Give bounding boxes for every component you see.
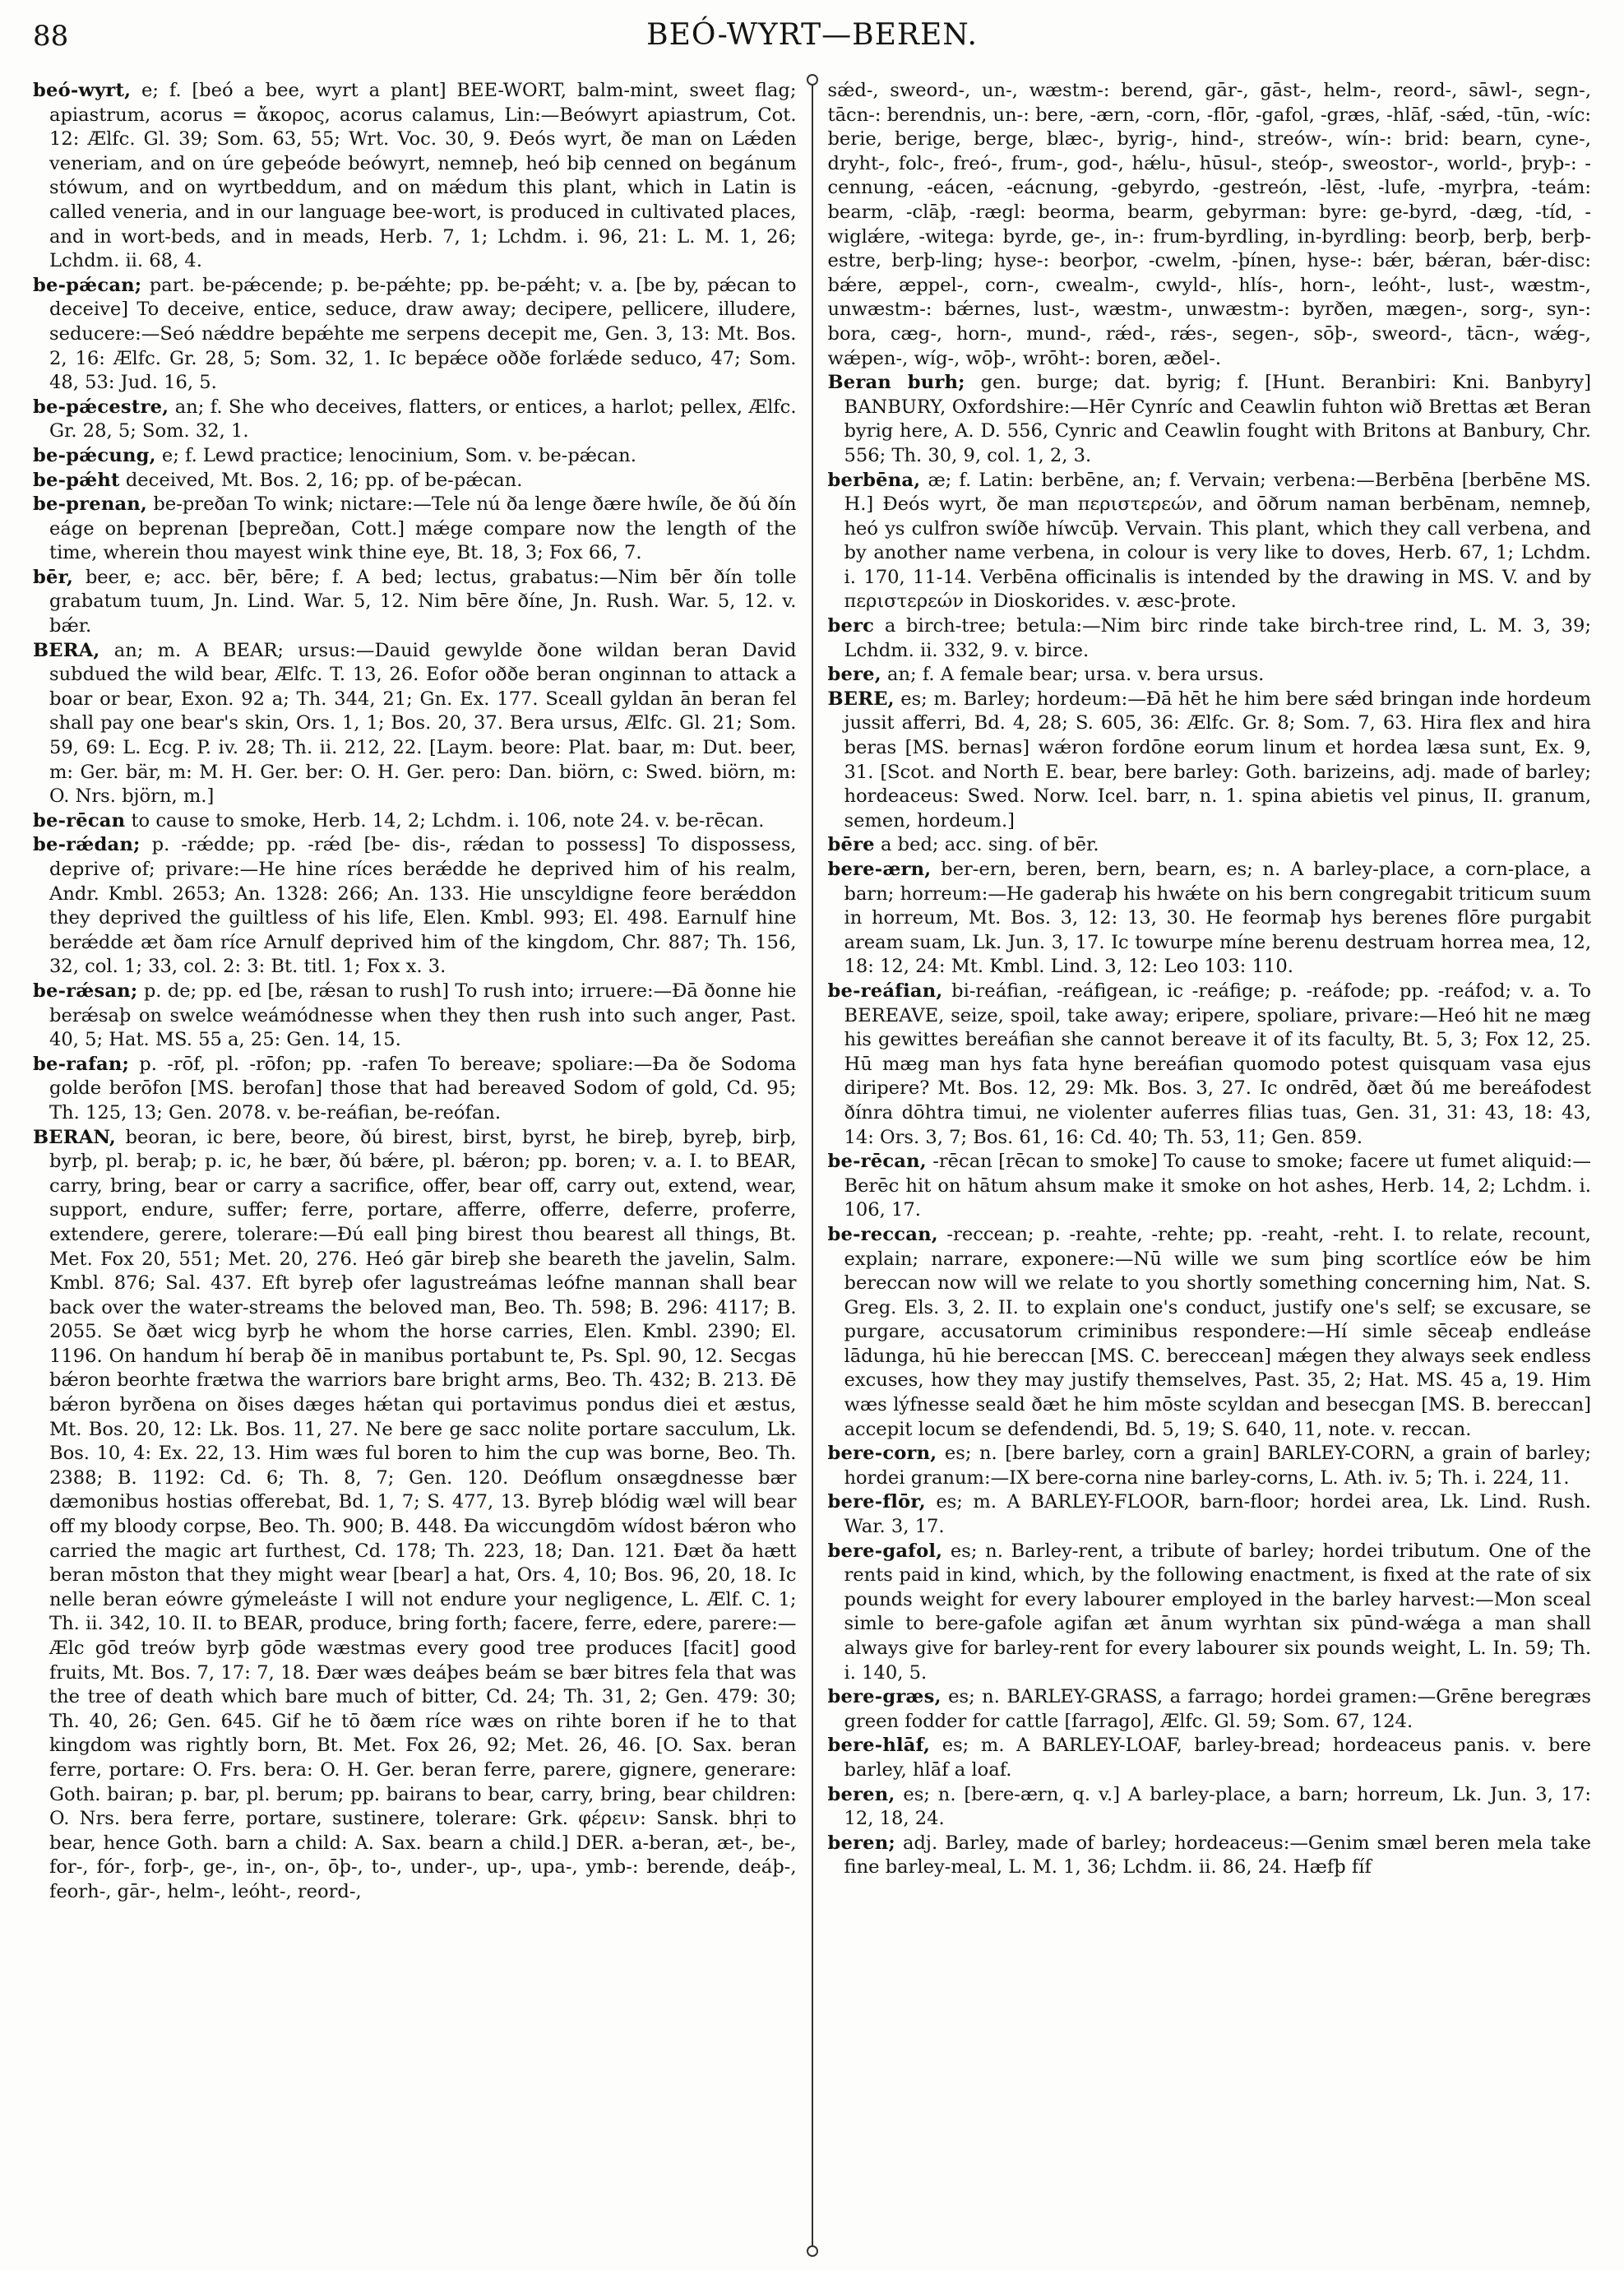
entry-body: an; f. She who deceives, flatters, or entices, a harlot; pellex, Ælfc. Gr. 28, 5; Som. 32, 1.	[49, 396, 797, 442]
two-column-body	[33, 79, 1591, 2252]
dictionary-entry	[828, 1685, 1592, 1734]
dictionary-entry	[33, 980, 797, 1053]
entry-body: part. be-pǽcende; p. be-pǽhte; pp. be-pǽht; v. a. [be by, pǽcan to deceive] To deceive, entice, seduce, draw away; decipere, pellicere, illudere, seducere:—Seó nǽddre bepǽhte me serpens decepit me, Gen. 3, 13: Mt. Bos. 2, 16: Ælfc. Gr. 28, 5; Som. 32, 1. Ic bepǽce oððe forlǽde seduco, 47; Som. 48, 53: Jud. 16, 5.	[49, 274, 797, 394]
dictionary-entry	[33, 1126, 797, 1905]
entry-body: gen. burge; dat. byrig; f. [Hunt. Beranbiri: Kni. Banbyry] BANBURY, Oxfordshire:—Hēr Cynríc and Ceawlin fuhton wið Brettas æt Beran byrig here, A. D. 556, Cynric and Ceawlin fought with Britons at Banbury, Chr. 556; Th. 30, 9, col. 1, 2, 3.	[844, 372, 1591, 466]
entry-headword: bere-hlāf,	[827, 1735, 931, 1757]
entry-headword: be-pǽht	[33, 469, 120, 491]
entry-body: p. de; pp. ed [be, rǽsan to rush] To rush into; irruere:—Ðā ðonne hie berǽsaþ on swelce weámódnesse when they then rush into such anger, Past. 40, 5; Hat. MS. 55 a, 25: Gen. 14, 15.	[49, 980, 797, 1051]
running-head-title: BEÓ-WYRT—BEREN.	[646, 18, 978, 52]
entry-body: es; n. [bere barley, corn a grain] BARLEY-CORN, a grain of barley; hordei granum:—IX bere-corna nine barley-corns, L. Ath. iv. 5; Th. i. 224, 11.	[844, 1443, 1591, 1489]
entry-headword: be-pǽcan;	[33, 274, 142, 296]
entry-headword: beó-wyrt,	[33, 80, 132, 101]
left-column	[33, 79, 807, 2252]
entry-body: p. -rǽdde; pp. -rǽd [be- dis-, rǽdan to possess] To dispossess, deprive of; privare:—He hine ríces berǽdde he deprived him of his realm, Andr. Kmbl. 2653; An. 1328: 266; An. 133. Hie unscyldigne feore berǽddon they deprived the guiltless of his life, Elen. Kmbl. 993; El. 498. Earnulf hine berǽdde æt ðam ríce Arnulf deprived him of the kingdom, Chr. 887; Th. 156, 32, col. 1; 33, col. 2: 3: Bt. titl. 1; Fox x. 3.	[49, 834, 797, 978]
entry-headword: bere-gafol,	[827, 1540, 943, 1562]
dictionary-entry	[828, 980, 1592, 1150]
entry-headword: Beran burh;	[827, 372, 965, 394]
entry-headword: be-reáfian,	[827, 980, 943, 1002]
entry-body: to cause to smoke, Herb. 14, 2; Lchdm. i. 106, note 24. v. be-rēcan.	[131, 809, 765, 832]
entry-body: a birch-tree; betula:—Nim birc rinde take birch-tree rind, L. M. 3, 39; Lchdm. ii. 332, 9. v. birce.	[844, 615, 1591, 661]
entry-body: an; m. A BEAR; ursus:—Dauid gewylde ðone wildan beran David subdued the wild bear, Ælfc. T. 13, 26. Eofor oððe beran onginnan to attack a boar or bear, Exon. 92 a; Th. 344, 21; Gn. Ex. 177. Sceall gyldan ān beran fel shall pay one bear's skin, Ors. 1, 1; Bos. 20, 37. Bera ursus, Ælfc. Gl. 21; Som. 59, 69: L. Ecg. P. iv. 28; Th. ii. 212, 22. [Laym. beore: Plat. baar, m: Dut. beer, m: Ger. bär, m: M. H. Ger. ber: O. H. Ger. pero: Dan. biörn, c: Swed. biörn, m: O. Nrs. björn, m.]	[49, 639, 797, 808]
entry-body: beer, e; acc. bēr, bēre; f. A bed; lectus, grabatus:—Nim bēr ðín tolle grabatum tuum, Jn. Lind. War. 5, 12. Nim bēre ðíne, Jn. Rush. War. 5, 12. v. bǽr.	[49, 566, 797, 637]
dictionary-entry	[828, 1442, 1592, 1490]
entry-body: beoran, ic bere, beore, ðú birest, birst, byrst, he bireþ, byreþ, birþ, byrþ, pl. beraþ; p. ic, he bær, ðú bǽre, pl. bǽron; pp. boren; v. a. I. to BEAR, carry, bring, bear or carry a sacrifice, offer, bear off, carry out, extend, wear, support, endure, suffer; ferre, portare, afferre, offerre, deferre, proferre, extendere, gerere, tolerare:—Ðú eall þing birest thou bearest all things, Bt. Met. Fox 20, 551; Met. 20, 276. Heó gār bireþ she beareth the javelin, Salm. Kmbl. 876; Sal. 437. Eft byreþ ofer lagustreámas leófne mannan shall bear back over the water-streams the beloved man, Beo. Th. 598; B. 296: 4117; B. 2055. Se ðæt wicg byrþ he whom the horse carries, Elen. Kmbl. 2390; El. 1196. On handum hí beraþ ðē in manibus portabunt te, Ps. Spl. 90, 12. Secgas bǽron beorhte frætwa the warriors bare bright arms, Beo. Th. 432; B. 213. Ðē bǽron byrðena on ðises dæges hǽtan qui portavimus pondus diei et æstus, Mt. Bos. 20, 12: Lk. Bos. 11, 27. Ne bere ge sacc nolite portare sacculum, Lk. Bos. 10, 4: Ex. 22, 13. Him wæs ful boren to him the cup was borne, Beo. Th. 2388; B. 1192: Cd. 6; Th. 8, 7; Gen. 120. Deóflum onsægdnesse bær dæmonibus hostias offerebat, Bd. 1, 7; S. 477, 13. Byreþ blódig wæl will bear off my bloody corpse, Beo. Th. 900; B. 448. Ða wiccungdōm wídost bǽron who carried the magic art furthest, Cd. 178; Th. 223, 18; Dan. 121. Ðæt ða hætt beran mōston that they might wear [bear] a hat, Ors. 4, 10; Bos. 96, 20, 18. Ic nelle beran eówre gýmeleáste I will not endure your negligence, L. Ælf. C. 1; Th. ii. 342, 10. II. to BEAR, produce, bring forth; facere, ferre, edere, parere:—Ælc gōd treów byrþ gōde wæstmas every good tree produces [facit] good fruits, Mt. Bos. 7, 17: 7, 18. Ðær wæs deáþes beám se bær bitres fela that was the tree of death which bare much of bitter, Cd. 24; Th. 31, 2; Gen. 479: 30; Th. 40, 26; Gen. 645. Gif he tō ðæm ríce wæs on rihte boren if he to that kingdom was rightly born, Bt. Met. Fox 26, 92; Met. 26, 46. [O. Sax. beran ferre, portare: O. Frs. bera: O. H. Ger. beran ferre, parere, gignere, generare: Goth. bairan; p. bar, pl. berum; pp. bairans to bear, carry, bring, bear children: O. Nrs. bera ferre, portare, sustinere, tolerare: Grk. φέρειν: Sansk. bhṛi to bear, hence Goth. barn a child: A. Sax. bearn a child.] DER. a-beran, æt-, be-, for-, fór-, forþ-, ge-, in-, on-, ōþ-, to-, under-, up-, upa-, ymb-: berende, deáþ-, feorh-, gār-, helm-, leóht-, reord-,	[49, 1126, 797, 1902]
dictionary-entry	[828, 688, 1592, 834]
entry-headword: be-rafan;	[33, 1053, 130, 1075]
dictionary-entry	[33, 274, 797, 396]
entry-headword: bēre	[827, 834, 875, 856]
dictionary-entry	[828, 79, 1592, 371]
entry-headword: bere-ærn,	[827, 859, 932, 880]
entry-body: es; n. Barley-rent, a tribute of barley; hordei tributum. One of the rents paid in kind, which, by the following enactment, is fixed at the rate of six pounds weight for every labourer employed in the barley harvest:—Mon sceal simle to bere-gafole agifan æt ānum wyrhtan six pūnd-wǽga a man shall always give for barley-rent for every labourer six pounds weight, L. In. 59; Th. i. 140, 5.	[844, 1540, 1591, 1684]
dictionary-entry	[33, 79, 797, 274]
entry-headword: be-rēcan,	[827, 1151, 927, 1173]
entry-headword: be-pǽcestre,	[33, 396, 169, 418]
entry-body: adj. Barley, made of barley; hordeaceus:—Genim smæl beren mela take fine barley-meal, L. M. 1, 36; Lchdm. ii. 86, 24. Hæfþ fíf	[844, 1832, 1591, 1879]
dictionary-entry	[828, 1223, 1592, 1442]
dictionary-entry	[828, 1734, 1592, 1782]
dictionary-entry	[33, 444, 797, 469]
dictionary-entry	[33, 1053, 797, 1126]
entry-body: -reccean; p. -reahte, -rehte; pp. -reaht, -reht. I. to relate, recount, explain; narrare, exponere:—Nū wille we sum þing scortlíce eów be him bereccan now will we relate to you shortly something concerning him, Nat. S. Greg. Els. 3, 2. II. to explain one's conduct, justify one's self; se excusare, se purgare, accusatorum criminibus respondere:—Hí simle sēceaþ endleáse lādunga, hū hie bereccan [MS. C. bereccean] mǽgen they always seek endless excuses, how they may justify themselves, Past. 35, 2; Hat. MS. 45 a, 19. Him wæs lýfnesse seald ðæt he him mōste scyldan and besecgan [MS. B. bereccan] accepit locum se defendendi, Bd. 5, 19; S. 640, 11, note. v. reccan.	[844, 1223, 1591, 1440]
entry-body: sǽd-, sweord-, un-, wæstm-: berend, gār-, gāst-, helm-, reord-, sāwl-, segn-, tācn-: berendnis, un-: bere, -ærn, -corn, -flōr, -gafol, -græs, -hlāf, -sǽd, -tūn, -wíc: berie, berige, berge, blæc-, byrig-, hind-, streów-, wín-: brid: bearn, cyne-, dryht-, folc-, freó-, frum-, god-, hǽlu-, hūsul-, steóp-, sweostor-, world-, þryþ-: -cennung, -eácen, -eácnung, -gebyrdo, -gestreón, -lēst, -lufe, -myrþra, -teám: bearm, -clāþ, -rægl: beorma, bearm, gebyrman: byre: ge-byrd, -dæg, -tíd, -wiglǽre, -witega: byrde, ge-, in-: frum-byrdling, in-byrdling: beorþ, berþ, berþ-estre, berþ-ling; hyse-: beorþor, -cwelm, -þínen, hyse-: bǽr, bǽran, bǽr-disc: bǽre, æppel-, corn-, cwealm-, cwyld-, hlís-, horn-, leóht-, lust-, wæstm-, unwæstm-: bǽrnes, lust-, wæstm-, unwæstm-: byrðen, mægen-, sorg-, syn-: bora, cæg-, horn-, mund-, rǽd-, rǽs-, segen-, sōþ-, sweord-, tācn-, wǽg-, wǽpen-, wíg-, wōþ-, wrōht-: boren, æðel-.	[827, 80, 1591, 369]
entry-body: es; n. BARLEY-GRASS, a farrago; hordei gramen:—Grēne beregræs green fodder for cattle [farrago], Ælfc. Gl. 59; Som. 67, 124.	[844, 1686, 1591, 1732]
entry-headword: berbēna,	[827, 469, 921, 491]
entry-headword: bere-flōr,	[827, 1491, 926, 1513]
dictionary-entry	[828, 1832, 1592, 1880]
right-column	[818, 79, 1592, 2252]
entry-body: be-preðan To wink; nictare:—Tele nú ða lenge ðære hwíle, ðe ðú ðín eáge on beprenan [bepreðan, Cott.] mǽge compare now the length of the time, wherein thou mayest wink thine eye, Bt. 18, 3; Fox 66, 7.	[49, 493, 797, 564]
entry-headword: be-prenan,	[33, 493, 147, 516]
entry-body: p. -rōf, pl. -rōfon; pp. -rafen To bereave; spoliare:—Ða ðe Sodoma golde berōfon [MS. berofan] those that had bereaved Sodom of gold, Cd. 95; Th. 125, 13; Gen. 2078. v. be-reáfian, be-reófan.	[49, 1053, 797, 1123]
dictionary-entry	[828, 469, 1592, 615]
entry-headword: be-rǽdan;	[33, 834, 141, 856]
entry-body: es; m. A BARLEY-FLOOR, barn-floor; hordei area, Lk. Lind. Rush. War. 3, 17.	[844, 1491, 1591, 1538]
entry-headword: bere,	[827, 664, 881, 686]
entry-headword: be-reccan,	[827, 1223, 938, 1245]
dictionary-entry	[33, 639, 797, 809]
entry-headword: BERAN,	[33, 1126, 116, 1148]
entry-headword: be-rēcan	[33, 809, 126, 832]
entry-headword: BERA,	[33, 639, 100, 661]
dictionary-entry	[828, 371, 1592, 468]
dictionary-entry	[33, 809, 797, 834]
entry-body: æ; f. Latin: berbēne, an; f. Vervain; verbena:—Berbēna [berbēne MS. H.] Ðeós wyrt, ðe man περιστερεών, and ōðrum naman berbēnam, nemneþ, heó ys culfron swíðe híwcūþ. Vervain. This plant, which they call verbena, and by another name verbena, in colour is very like to doves, Herb. 67, 1; Lchdm. i. 170, 11-14. Verbēna officinalis is intended by the drawing in MS. V. and by περιστερεών in Dioskorides. v. æsc-þrote.	[844, 469, 1591, 613]
column-rule	[812, 79, 813, 2252]
dictionary-entry	[828, 858, 1592, 980]
entry-headword: BERE,	[827, 688, 895, 710]
dictionary-page	[33, 15, 1591, 2252]
entry-body: es; m. A BARLEY-LOAF, barley-bread; hordeaceus panis. v. bere barley, hlāf a loaf.	[844, 1735, 1591, 1781]
entry-body: a bed; acc. sing. of bēr.	[880, 834, 1099, 856]
dictionary-entry	[828, 1540, 1592, 1686]
dictionary-entry	[828, 1783, 1592, 1832]
entry-headword: be-rǽsan;	[33, 980, 138, 1002]
entry-body: deceived, Mt. Bos. 2, 16; pp. of be-pǽcan.	[125, 469, 523, 491]
entry-headword: berc	[827, 615, 875, 637]
entry-body: bi-reáfian, -reáfigean, ic -reáfige; p. -reáfode; pp. -reáfod; v. a. To BEREAVE, seize, spoil, take away; eripere, spoliare, privare:—Heó hit ne mæg his gewittes bereáfian she cannot bereave it of its faculty, Bt. 5, 3; Fox 12, 25. Hū mæg man hys fata hyne bereáfian quomodo potest quisquam vasa ejus diripere? Mt. Bos. 12, 29: Mk. Bos. 3, 27. Ic ondrēd, ðæt ðú me bereáfodest ðínra dōhtra timui, ne violenter auferres filias tuas, Gen. 31, 31: 43, 18: 43, 14: Ors. 3, 7; Bos. 61, 16: Cd. 40; Th. 53, 11; Gen. 859.	[844, 980, 1591, 1148]
entry-body: ber-ern, beren, bern, bearn, es; n. A barley-place, a corn-place, a barn; horreum:—He gaderaþ his hwǽte on his bern congregabit triticum suum in horreum, Mt. Bos. 3, 12: 13, 30. He feormaþ hys berenes flōre purgabit aream suam, Lk. Jun. 3, 17. Ic towurpe míne berenu destruam horrea mea, 12, 18: 12, 24: Mt. Kmbl. Lind. 3, 12: Leo 103: 110.	[844, 859, 1591, 978]
entry-body: an; f. A female bear; ursa. v. bera ursus.	[887, 664, 1265, 686]
dictionary-entry	[33, 566, 797, 639]
entry-headword: bēr,	[33, 566, 74, 588]
dictionary-entry	[828, 663, 1592, 688]
dictionary-entry	[828, 833, 1592, 858]
entry-body: e; f. Lewd practice; lenocinium, Som. v. be-pǽcan.	[161, 444, 636, 466]
dictionary-entry	[33, 396, 797, 444]
entry-headword: beren;	[827, 1832, 895, 1854]
dictionary-entry	[828, 1150, 1592, 1223]
dictionary-entry	[828, 1490, 1592, 1539]
entry-headword: beren,	[827, 1783, 895, 1805]
entry-headword: be-pǽcung,	[33, 444, 156, 466]
entry-body: e; f. [beó a bee, wyrt a plant] BEE-WORT, balm-mint, sweet flag; apiastrum, acorus = ἄκορος, acorus calamus, Lin:—Beówyrt apiastrum, Cot. 12: Ælfc. Gl. 39; Som. 63, 55; Wrt. Voc. 30, 9. Ðeós wyrt, ðe man on Lǽden veneriam, and on úre geþeóde beówyrt, nemneþ, heó biþ cenned on begánum stówum, and on wyrtbeddum, and on mǽdum this plant, which in Latin is called veneria, and in our language bee-wort, is produced in cultivated places, and in wort-beds, and in meads, Herb. 7, 1; Lchdm. i. 96, 21: L. M. 1, 26; Lchdm. ii. 68, 4.	[49, 80, 797, 272]
entry-body: es; n. [bere-ærn, q. v.] A barley-place, a barn; horreum, Lk. Jun. 3, 17: 12, 18, 24.	[844, 1783, 1591, 1830]
dictionary-entry	[828, 614, 1592, 663]
page-number: 88	[33, 20, 69, 53]
entry-headword: bere-græs,	[827, 1686, 942, 1708]
dictionary-entry	[33, 833, 797, 980]
running-head	[33, 15, 1591, 67]
entry-body: es; m. Barley; hordeum:—Ðā hēt he him bere sǽd bringan inde hordeum jussit afferri, Bd. 4, 28; S. 605, 36: Ælfc. Gr. 8; Som. 7, 63. Hira flex and hira beras [MS. bernas] wǽron fordōne eorum linum et hordea læsa sunt, Ex. 9, 31. [Scot. and North E. bear, bere barley: Goth. barizeins, adj. made of barley; hordeaceus: Swed. Norw. Icel. barr, n. 1. spina abietis vel pinus, II. granum, semen, hordeum.]	[844, 688, 1591, 832]
entry-headword: bere-corn,	[827, 1443, 937, 1465]
dictionary-entry	[33, 493, 797, 566]
dictionary-entry	[33, 469, 797, 493]
entry-body: -rēcan [rēcan to smoke] To cause to smoke; facere ut fumet aliquid:—Berēc hit on hātum ahsum make it smoke on hot ashes, Herb. 14, 2; Lchdm. i. 106, 17.	[844, 1151, 1591, 1221]
